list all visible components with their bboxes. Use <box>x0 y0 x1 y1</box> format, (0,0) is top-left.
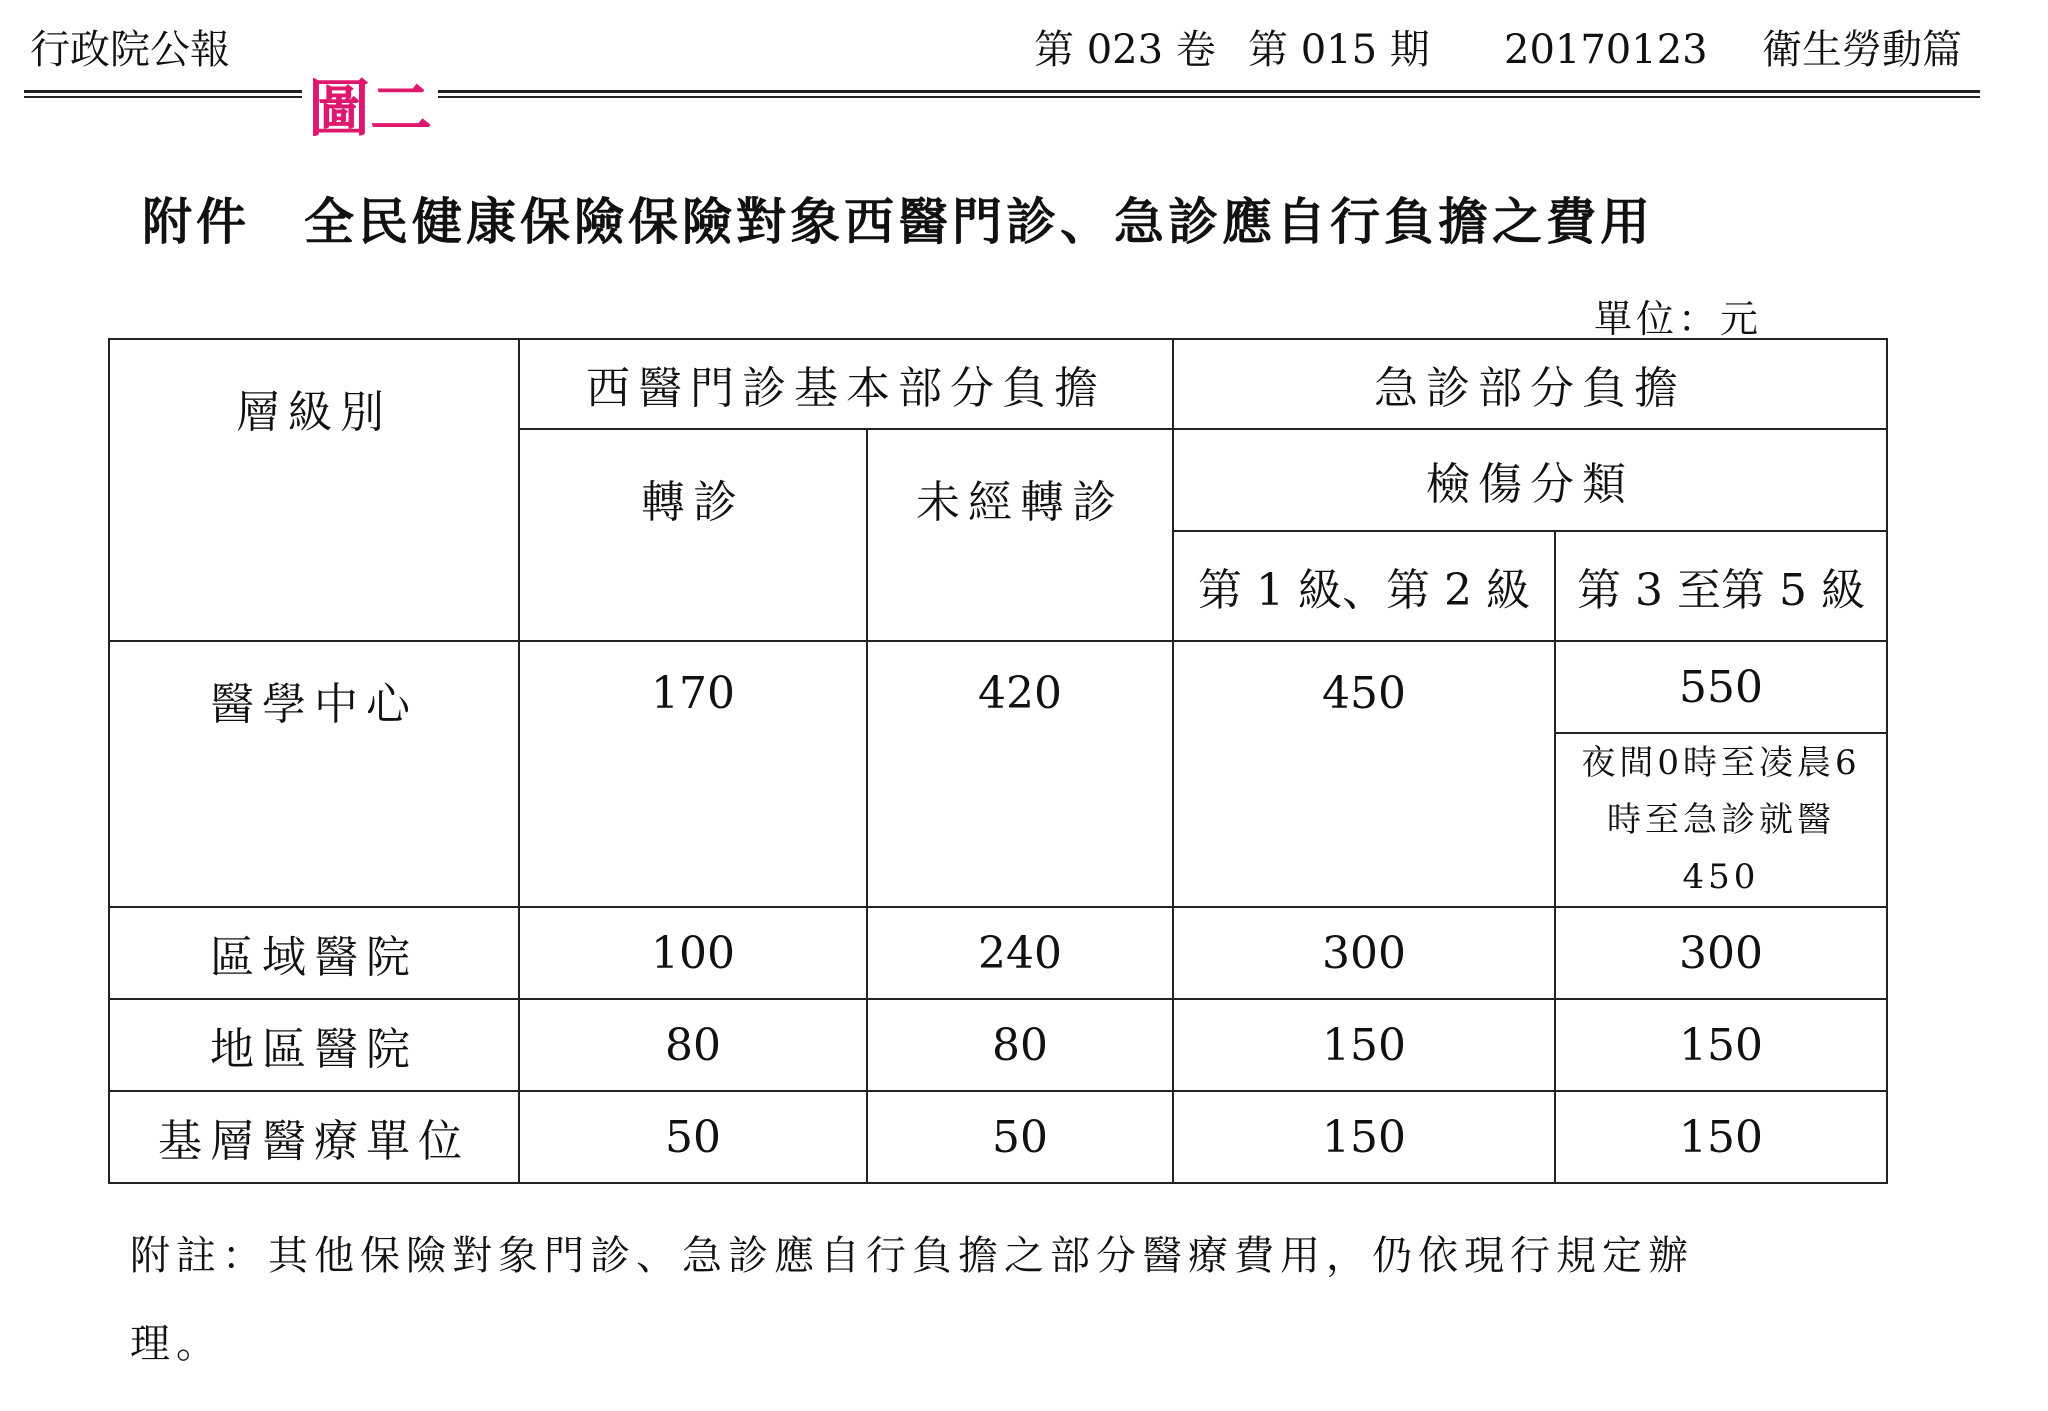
cell-triage-1-2: 150 <box>1173 999 1555 1091</box>
night-note-amount: 450 <box>1682 856 1760 897</box>
cell-triage-1-2: 300 <box>1173 907 1555 999</box>
cell-triage-1-2: 450 <box>1173 641 1555 907</box>
figure-label: 圖二 <box>302 78 438 140</box>
header-level: 層級別 <box>109 339 519 641</box>
night-note-line: 時至急診就醫 <box>1607 799 1835 840</box>
unit-label: 單位：元 <box>1594 297 1763 341</box>
document-title: 附件 全民健康保險保險對象西醫門診、急診應自行負擔之費用 <box>142 192 1654 251</box>
volume-number: 第 023 卷 <box>1034 27 1216 73</box>
publication-name: 行政院公報 <box>30 27 230 73</box>
night-note-line: 夜間0時至凌晨6 <box>1581 742 1861 783</box>
table-row <box>109 1091 1887 1183</box>
header-referral: 轉診 <box>519 429 867 641</box>
header-triage: 檢傷分類 <box>1173 429 1887 531</box>
table-row <box>109 907 1887 999</box>
section-name: 衛生勞動篇 <box>1762 27 1962 73</box>
cell-triage-3-5: 150 <box>1555 999 1887 1091</box>
header-no-referral: 未經轉診 <box>867 429 1173 641</box>
footnote: 附註：其他保險對象門診、急診應自行負擔之部分醫療費用，仍依現行規定辦理。 <box>130 1233 1694 1367</box>
table-row <box>109 999 1887 1091</box>
cell-no-referral: 80 <box>867 999 1173 1091</box>
row-level: 基層醫療單位 <box>109 1091 519 1183</box>
row-level: 醫學中心 <box>109 641 519 907</box>
header-emergency: 急診部分負擔 <box>1173 339 1887 429</box>
cell-triage-3-5: 150 <box>1555 1091 1887 1183</box>
row-level: 區域醫院 <box>109 907 519 999</box>
row-level: 地區醫院 <box>109 999 519 1091</box>
cell-triage-3-5: 300 <box>1555 907 1887 999</box>
fee-table <box>108 338 1888 1184</box>
header-triage-1-2: 第 1 級、第 2 級 <box>1173 531 1555 641</box>
issue-number: 第 015 期 <box>1248 27 1430 73</box>
publication-date: 20170123 <box>1504 27 1708 73</box>
cell-no-referral: 420 <box>867 641 1173 907</box>
cell-referral: 100 <box>519 907 867 999</box>
header-outpatient: 西醫門診基本部分負擔 <box>519 339 1173 429</box>
header-triage-3-5: 第 3 至第 5 級 <box>1555 531 1887 641</box>
cell-no-referral: 240 <box>867 907 1173 999</box>
cell-triage-1-2: 150 <box>1173 1091 1555 1183</box>
table-row <box>109 641 1887 733</box>
cell-referral: 170 <box>519 641 867 907</box>
cell-no-referral: 50 <box>867 1091 1173 1183</box>
cell-triage-3-5: 550 <box>1555 641 1887 733</box>
cell-referral: 50 <box>519 1091 867 1183</box>
night-note-cell <box>1555 733 1887 907</box>
cell-referral: 80 <box>519 999 867 1091</box>
